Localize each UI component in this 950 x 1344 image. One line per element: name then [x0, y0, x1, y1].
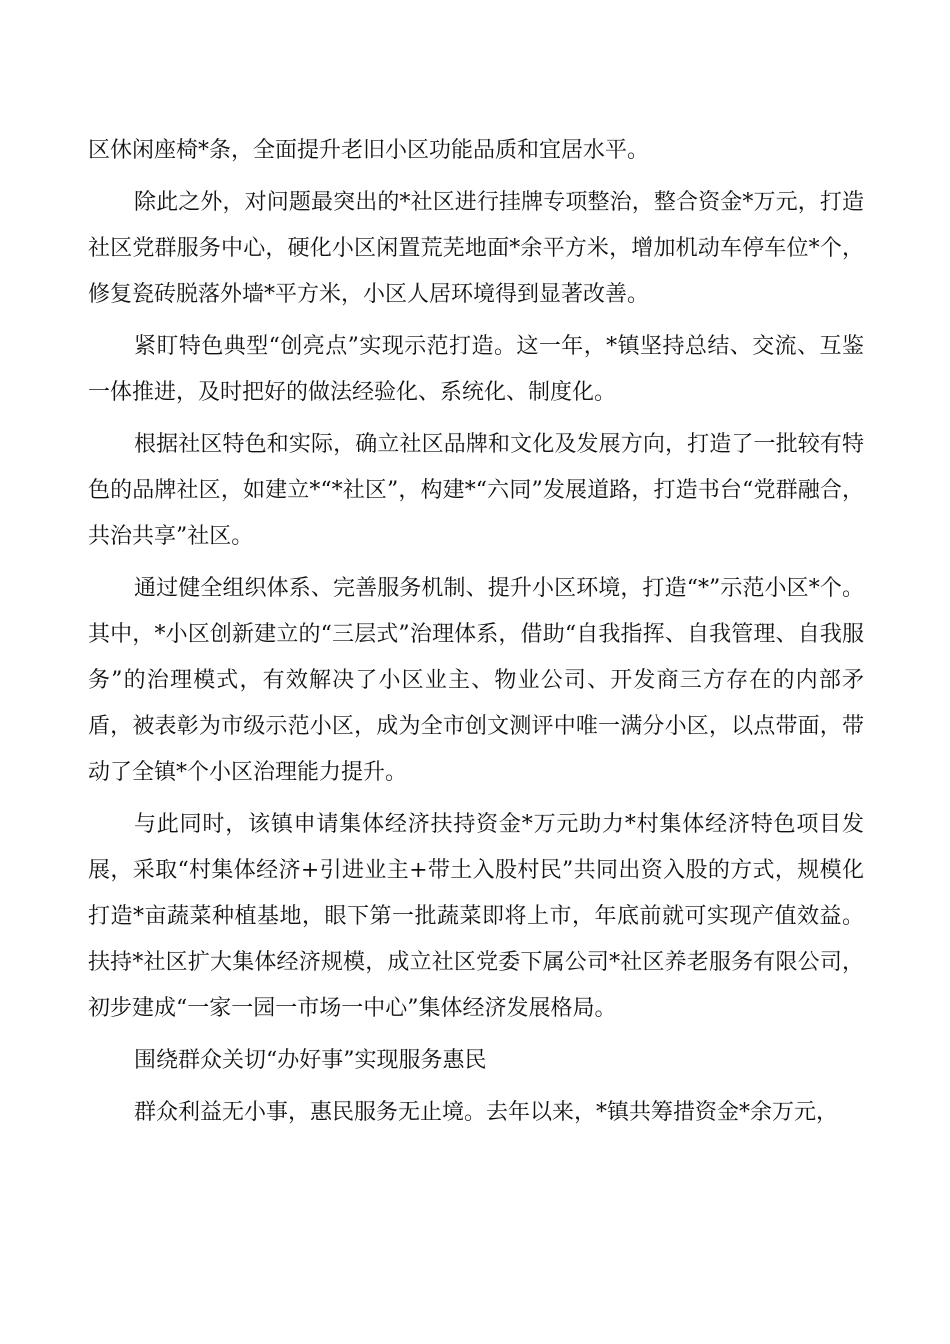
paragraph-4: 根据社区特色和实际，确立社区品牌和文化及发展方向，打造了一批较有特色的品牌社区，如建立*“*社区”，构建*“六同”发展道路，打造书台“党群融合，共治共享”社区。	[88, 432, 864, 549]
paragraph-5: 通过健全组织体系、完善服务机制、提升小区环境，打造“*”示范小区*个。其中，*小区创新建立的“三层式”治理体系，借助“自我指挥、自我管理、自我服务”的治理模式，有效解决了小区业主、物业公司、开发商三方存在的内部矛盾，被表彰为市级示范小区，成为全市创文测评中唯一满分小区，以点带面，带动了全镇*个小区治理能力提升。	[88, 576, 864, 785]
paragraph-1: 区休闲座椅*条，全面提升老旧小区功能品质和宜居水平。	[88, 138, 650, 163]
paragraph-6: 与此同时，该镇申请集体经济扶持资金*万元助力*村集体经济特色项目发展，采取“村集体经济+引进业主+带土入股村民”共同出资入股的方式，规模化打造*亩蔬菜种植基地，眼下第一批蔬菜即将上市，年底前就可实现产值效益。扶持*社区扩大集体经济规模，成立社区党委下属公司*社区养老服务有限公司，初步建成“一家一园一市场一中心”集体经济发展格局。	[88, 812, 864, 1021]
document-body	[88, 128, 864, 1142]
section-heading: 围绕群众关切“办好事”实现服务惠民	[134, 1048, 487, 1073]
paragraph-3: 紧盯特色典型“创亮点”实现示范打造。这一年，*镇坚持总结、交流、互鉴一体推进，及时把好的做法经验化、系统化、制度化。	[88, 334, 864, 405]
paragraph-7: 群众利益无小事，惠民服务无止境。去年以来，*镇共筹措资金*余万元，	[134, 1100, 839, 1125]
paragraph-2: 除此之外，对问题最突出的*社区进行挂牌专项整治，整合资金*万元，打造社区党群服务中心，硬化小区闲置荒芜地面*余平方米，增加机动车停车位*个，修复瓷砖脱落外墙*平方米，小区人居环境得到显著改善。	[88, 190, 864, 307]
